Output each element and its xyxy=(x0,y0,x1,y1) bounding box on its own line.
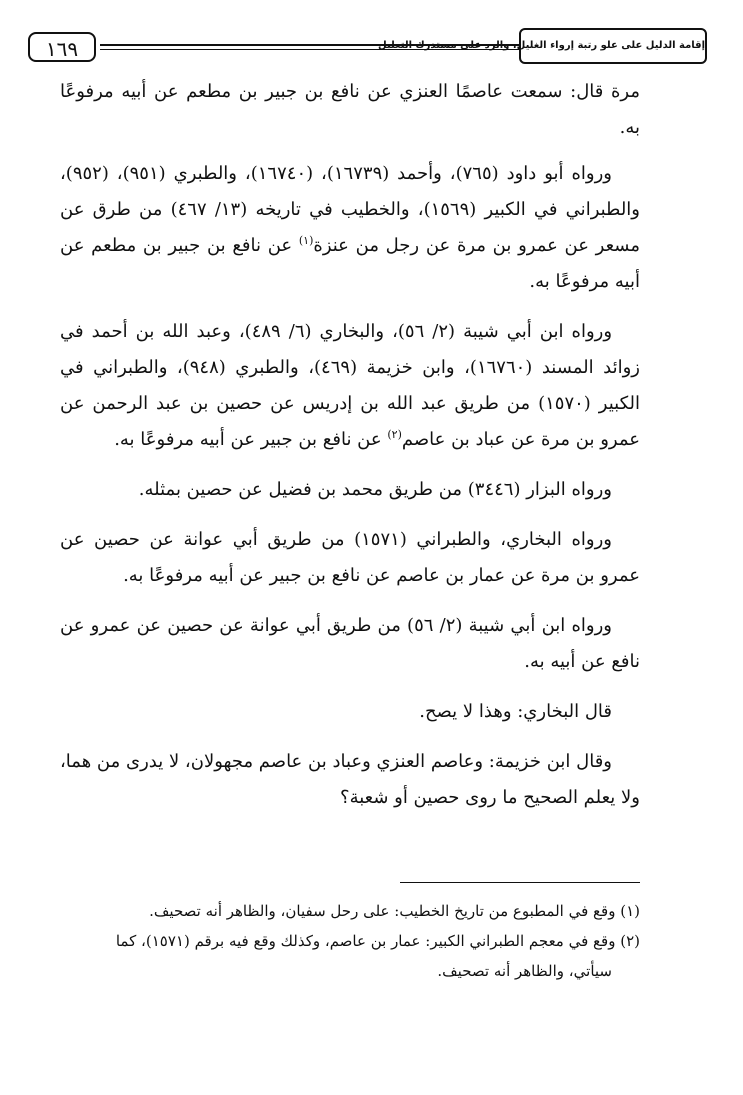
page-header xyxy=(22,28,707,68)
footnote-1: (١) وقع في المطبوع من تاريخ الخطيب: على رحل سفيان، والظاهر أنه تصحيف. xyxy=(149,902,640,920)
footnote-ref-2: (٢) xyxy=(387,428,402,441)
page-number: ١٦٩ xyxy=(28,32,96,62)
paragraph-text: ورواه أبو داود (٧٦٥)، وأحمد (١٦٧٣٩)، (١٦٧٤٠)، والطبري (٩٥١)، (٩٥٢)، والطبراني في الكبير (١٥٦٩)، والخطيب في تاريخه (١٣/ ٤٦٧) من طرق عن مسعر عن عمرو بن مرة عن رجل من عنزة xyxy=(60,163,641,256)
paragraph-ibn-abi-shaybah xyxy=(60,314,640,458)
paragraph-text: ورواه ابن أبي شيبة (٢/ ٥٦)، والبخاري (٦/ ٤٨٩)، وعبد الله بن أحمد في زوائد المسند (١٦٧٦٠)، وابن خزيمة (٤٦٩)، والطبري (٩٤٨)، والطبراني في الكبير (١٥٧٠) من طريق عبد الله بن إدريس عن حصين بن عبد الرحمن عن عمرو بن مرة عن عباد بن عاصم xyxy=(60,321,641,450)
footnote-2: (٢) وقع في معجم الطبراني الكبير: عمار بن عاصم، وكذلك وقع فيه برقم (١٥٧١)، كما xyxy=(115,932,640,950)
paragraph-bazzar: ورواه البزار (٣٤٤٦) من طريق محمد بن فضيل عن حصين بمثله. xyxy=(138,479,612,500)
footnote-2-continuation: سيأتي، والظاهر أنه تصحيف. xyxy=(437,962,612,980)
main-text xyxy=(60,74,640,830)
paragraph-continuation: مرة قال: سمعت عاصمًا العنزي عن نافع بن جبير بن مطعم عن أبيه مرفوعًا به. xyxy=(60,81,640,138)
footnotes xyxy=(60,896,640,986)
paragraph-ibn-abi-shaybah-2: ورواه ابن أبي شيبة (٢/ ٥٦) من طريق أبي عوانة عن حصين عن عمرو عن نافع عن أبيه به. xyxy=(60,615,640,672)
running-title: إقامة الدليل على علو رتبة إرواء الغليل، والرد على مستدرك التعليل xyxy=(519,28,707,64)
paragraph-ibn-khuzaymah: وقال ابن خزيمة: وعاصم العنزي وعباد بن عاصم مجهولان، لا يدرى من هما، ولا يعلم الصحيح ما روى حصين أو شعبة؟ xyxy=(60,751,640,808)
footnote-rule xyxy=(400,882,640,883)
footnote-ref-1: (١) xyxy=(298,234,314,247)
paragraph-bukhari: ورواه البخاري، والطبراني (١٥٧١) من طريق أبي عوانة عن حصين عن عمرو بن مرة عن عمار بن عاصم عن نافع بن جبير عن أبيه مرفوعًا به. xyxy=(60,529,640,586)
paragraph-abu-dawud xyxy=(60,156,640,300)
paragraph-text: عن نافع بن جبير عن أبيه مرفوعًا به. xyxy=(114,429,388,450)
paragraph-bukhari-verdict: قال البخاري: وهذا لا يصح. xyxy=(419,701,612,722)
paragraph-text: عن نافع بن جبير بن مطعم عن أبيه مرفوعًا به. xyxy=(60,235,640,292)
